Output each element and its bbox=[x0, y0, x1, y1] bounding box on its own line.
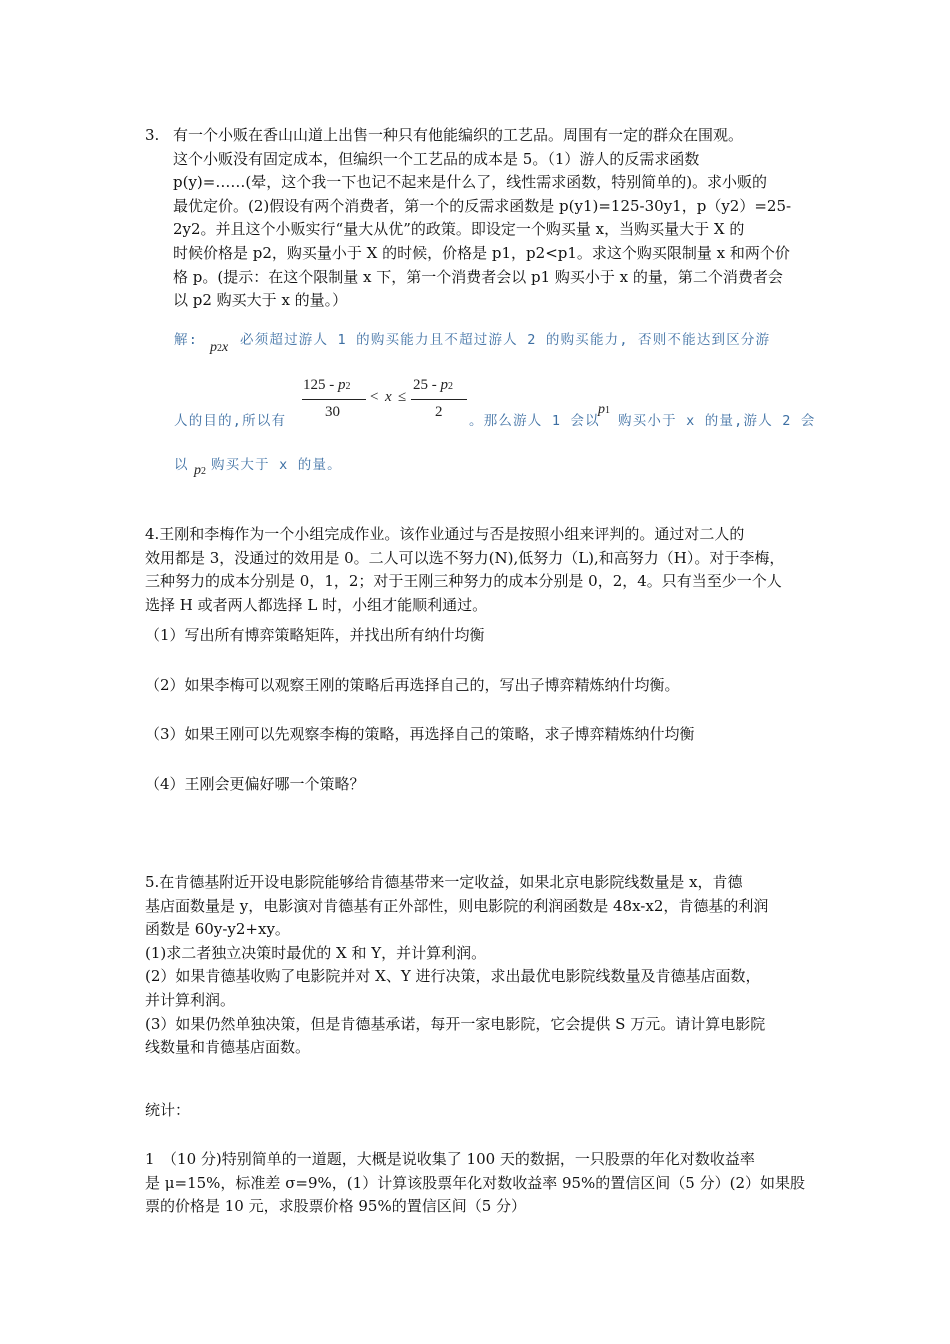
text-line: 2y2。并且这个小贩实行“量大从优”的政策。即设定一个购买量 x，当购买量大于 X 的 bbox=[173, 220, 745, 239]
statistics-question-1 bbox=[145, 1148, 810, 1219]
text-line: (2）如果肯德基收购了电影院并对 X、Y 进行决策，求出最优电影院线数量及肯德基店面数， bbox=[145, 967, 761, 986]
solution-text: 购买大于 x 的量。 bbox=[211, 457, 342, 473]
math-subscript: 2 bbox=[217, 343, 222, 354]
text-line: 以 p2 购买大于 x 的量。） bbox=[173, 291, 348, 310]
section-heading-statistics: 统计： bbox=[145, 1101, 191, 1119]
math-p2x bbox=[210, 340, 228, 356]
solution-label: 解: bbox=[174, 332, 199, 348]
solution-text: 人的目的,所以有 bbox=[174, 413, 287, 429]
text-line: (3）如果仍然单独决策，但是肯德基承诺，每开一家电影院，它会提供 S 万元。请计算电影院 bbox=[145, 1014, 766, 1033]
math-symbol: p bbox=[598, 402, 605, 417]
math-operator: ≤ bbox=[398, 389, 407, 405]
math-subscript: 1 bbox=[605, 405, 610, 416]
text-line: 选择 H 或者两人都选择 L 时，小组才能顺利通过。 bbox=[145, 595, 488, 614]
fraction-numerator bbox=[303, 377, 351, 394]
fraction-denominator: 2 bbox=[435, 404, 443, 420]
math-text: 125 - bbox=[303, 377, 335, 393]
math-symbol: p bbox=[338, 377, 346, 393]
text-line: 函数是 60y-y2+xy。 bbox=[145, 920, 290, 939]
text-line: 格 p。(提示：在这个限制量 x 下，第一个消费者会以 p1 购买小于 x 的量，第二个消费者会 bbox=[173, 267, 783, 286]
math-symbol: p bbox=[194, 463, 201, 478]
math-p1 bbox=[598, 402, 610, 418]
solution-text: 购买小于 x 的量,游人 2 会 bbox=[618, 413, 816, 429]
math-symbol: x bbox=[222, 340, 229, 355]
question-number: 3. bbox=[145, 126, 160, 144]
text-line: 这个小贩没有固定成本，但编织一个工艺品的成本是 5。（1）游人的反需求函数 bbox=[173, 149, 700, 168]
text-line: 票的价格是 10 元，求股票价格 95%的置信区间（5 分） bbox=[145, 1197, 527, 1216]
text-line: 三种努力的成本分别是 0，1，2；对于王刚三种努力的成本分别是 0，2，4。只有当至少一个人 bbox=[145, 572, 782, 591]
math-symbol: x bbox=[385, 389, 392, 405]
fraction-denominator: 30 bbox=[325, 404, 340, 420]
text-line: p(y)=……(晕，这个我一下也记不起来是什么了，线性需求函数，特别简单的)。求小贩的 bbox=[173, 173, 768, 192]
solution-text: 必须超过游人 1 的购买能力且不超过游人 2 的购买能力, 否则不能达到区分游 bbox=[240, 332, 771, 348]
text-line: (1)求二者独立决策时最优的 X 和 Y，并计算利润。 bbox=[145, 943, 487, 962]
fraction-bar bbox=[411, 399, 467, 400]
solution-text: 以 bbox=[174, 457, 189, 473]
math-subscript: 2 bbox=[448, 381, 453, 392]
math-p2 bbox=[194, 463, 206, 479]
question-5 bbox=[145, 871, 810, 1060]
text-line: 有一个小贩在香山山道上出售一种只有他能编织的工艺品。周围有一定的群众在围观。 bbox=[173, 126, 744, 144]
math-subscript: 2 bbox=[201, 466, 206, 477]
text-line: 4.王刚和李梅作为一个小组完成作业。该作业通过与否是按照小组来评判的。通过对二人的 bbox=[145, 525, 745, 543]
math-operator: < bbox=[370, 389, 379, 405]
text-line: 是 μ=15%，标准差 σ=9%，(1）计算该股票年化对数收益率 95%的置信区间（5 分）(2）如果股 bbox=[145, 1173, 806, 1192]
question-4 bbox=[145, 523, 810, 617]
text-line: 1 （10 分)特别简单的一道题，大概是说收集了 100 天的数据，一只股票的年化对数收益率 bbox=[145, 1150, 755, 1168]
text-line: 5.在肯德基附近开设电影院能够给肯德基带来一定收益，如果北京电影院线数量是 x，肯德 bbox=[145, 873, 743, 891]
math-symbol: p bbox=[440, 377, 448, 393]
question-4-part-3: （3）如果王刚可以先观察李梅的策略，再选择自己的策略，求子博弈精炼纳什均衡 bbox=[145, 725, 695, 743]
math-subscript: 2 bbox=[345, 381, 351, 392]
question-4-part-2: （2）如果李梅可以观察王刚的策略后再选择自己的，写出子博弈精炼纳什均衡。 bbox=[145, 676, 680, 694]
fraction-bar bbox=[302, 399, 366, 400]
text-line: 并计算利润。 bbox=[145, 990, 236, 1009]
text-line: 最优定价。(2)假设有两个消费者，第一个的反需求函数是 p(y1)=125-30y1，p（y2）=25- bbox=[173, 196, 792, 215]
fraction-numerator bbox=[413, 377, 453, 394]
text-line: 基店面数量是 y，电影演对肯德基有正外部性，则电影院的利润函数是 48x-x2，肯德基的利润 bbox=[145, 896, 769, 915]
math-text: 25 - bbox=[413, 377, 437, 393]
question-3-text bbox=[173, 124, 813, 313]
text-line: 时候价格是 p2，购买量小于 X 的时候，价格是 p1，p2<p1。求这个购买限制量 x 和两个价 bbox=[173, 243, 790, 262]
math-symbol: p bbox=[210, 340, 217, 355]
question-4-part-4: （4）王刚会更偏好哪一个策略？ bbox=[145, 775, 365, 793]
solution-text: 。那么游人 1 会以 bbox=[469, 413, 600, 429]
text-line: 效用都是 3，没通过的效用是 0。二人可以选不努力(N),低努力（L),和高努力（H）。对于李梅， bbox=[145, 548, 785, 567]
text-line: 线数量和肯德基店面数。 bbox=[145, 1038, 311, 1057]
question-4-part-1: （1）写出所有博弈策略矩阵，并找出所有纳什均衡 bbox=[145, 626, 485, 644]
